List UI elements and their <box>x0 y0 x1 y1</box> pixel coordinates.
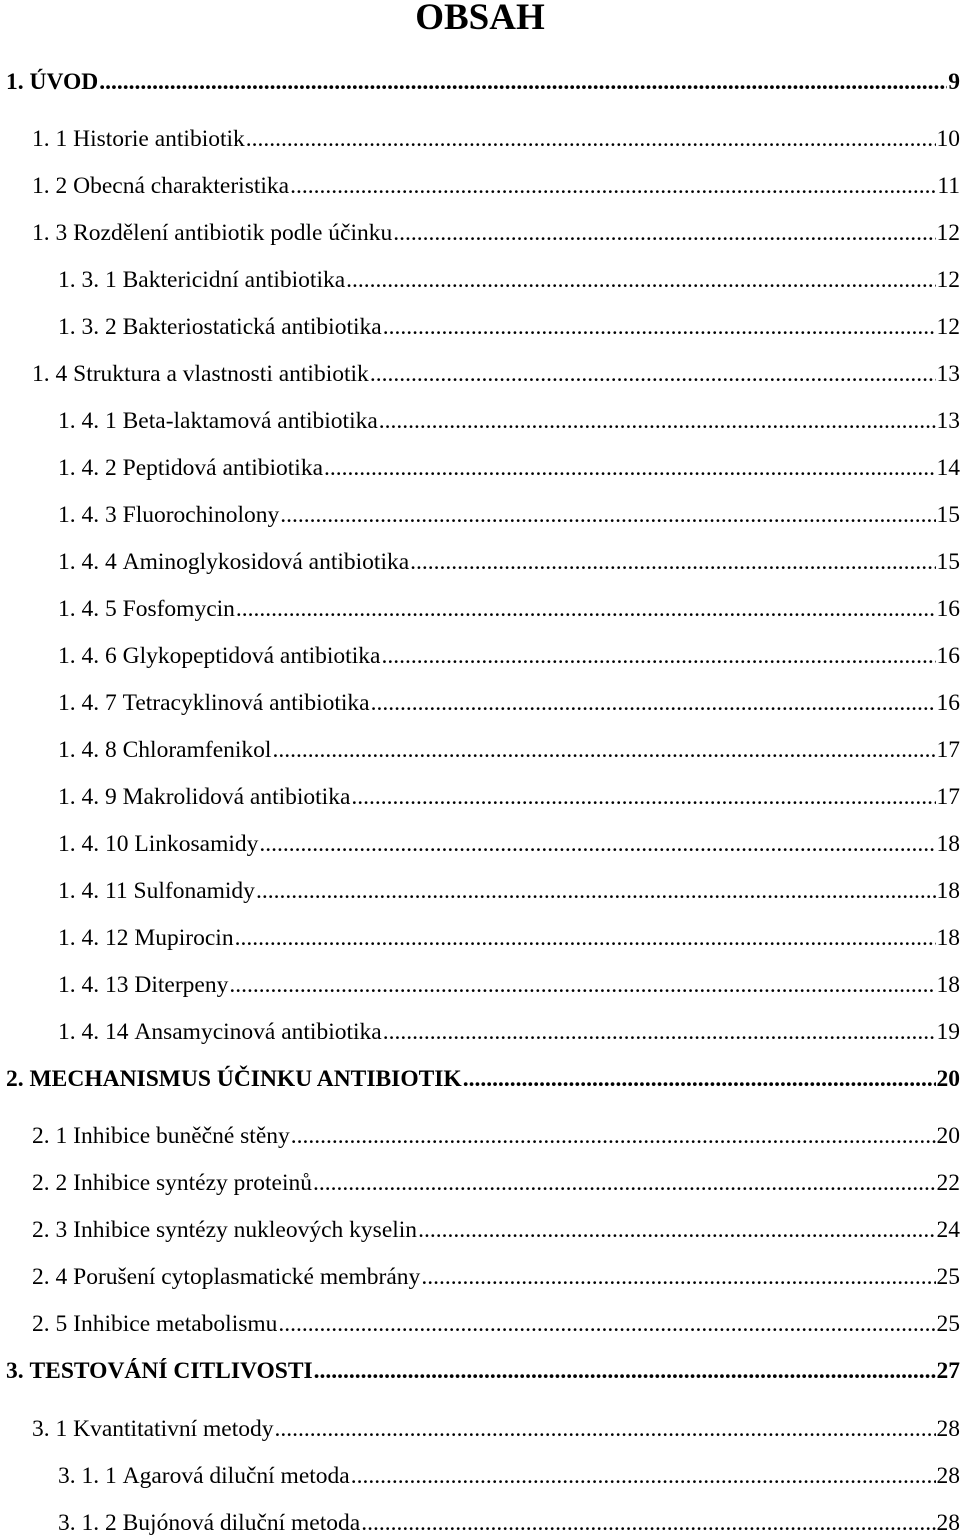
toc-entry-page: 25 <box>936 1311 960 1337</box>
toc-entry-number: 1. 4. 11 <box>58 878 128 904</box>
toc-entry-3-1[interactable] <box>32 1414 960 1444</box>
toc-entry-1-4-2[interactable] <box>58 453 960 483</box>
toc-entry-title: Linkosamidy <box>134 831 259 857</box>
toc-entry-number: 3. 1. 2 <box>58 1510 117 1536</box>
toc-entry-title: Makrolidová antibiotika <box>122 784 351 810</box>
toc-entry-number: 1. 3. 1 <box>58 267 117 293</box>
dot-leader <box>371 688 936 718</box>
dot-leader <box>351 1461 936 1491</box>
toc-entry-page: 12 <box>936 314 960 340</box>
dot-leader <box>418 1215 935 1245</box>
dot-leader <box>229 970 935 1000</box>
toc-entry-title: Inhibice buněčné stěny <box>73 1123 290 1149</box>
dot-leader <box>235 923 936 953</box>
toc-entry-page: 20 <box>936 1123 960 1149</box>
dot-leader <box>393 218 935 248</box>
toc-entry-title: Bakteriostatická antibiotika <box>122 314 382 340</box>
toc-entry-page: 28 <box>936 1510 960 1536</box>
dot-leader <box>381 641 935 671</box>
toc-entry-2-2[interactable] <box>32 1168 960 1198</box>
toc-entry-title: TESTOVÁNÍ CITLIVOSTI <box>29 1358 313 1384</box>
toc-entry-page: 17 <box>936 784 960 810</box>
dot-leader <box>379 406 936 436</box>
toc-entry-page: 10 <box>936 126 960 152</box>
toc-entry-page: 18 <box>936 925 960 951</box>
toc-entry-1-4-13[interactable] <box>58 970 960 1000</box>
toc-entry-page: 28 <box>936 1463 960 1489</box>
toc-entry-title: Glykopeptidová antibiotika <box>122 643 381 669</box>
dot-leader <box>370 359 936 389</box>
toc-entry-1-4[interactable] <box>32 359 960 389</box>
toc-entry-title: ÚVOD <box>29 69 99 95</box>
toc-entry-number: 1. 4. 1 <box>58 408 117 434</box>
toc-entry-number: 1. 4. 14 <box>58 1019 129 1045</box>
toc-entry-page: 28 <box>936 1416 960 1442</box>
toc-entry-title: Historie antibiotik <box>73 126 245 152</box>
toc-entry-number: 1. 4. 5 <box>58 596 117 622</box>
toc-entry-3-1-2[interactable] <box>58 1508 960 1538</box>
toc-entry-number: 1. 4. 4 <box>58 549 117 575</box>
toc-entry-title: Tetracyklinová antibiotika <box>122 690 370 716</box>
toc-entry-page: 16 <box>936 690 960 716</box>
dot-leader <box>278 1309 935 1339</box>
toc-entry-title: MECHANISMUS ÚČINKU ANTIBIOTIK <box>29 1066 462 1092</box>
toc-entry-2[interactable] <box>6 1064 960 1094</box>
toc-entry-1-4-14[interactable] <box>58 1017 960 1047</box>
dot-leader <box>272 735 935 765</box>
toc-entry-number: 1. 4. 12 <box>58 925 129 951</box>
toc-entry-number: 1. <box>6 69 24 95</box>
toc-entry-page: 25 <box>936 1264 960 1290</box>
toc-entry-page: 9 <box>948 69 960 95</box>
toc-entry-title: Peptidová antibiotika <box>122 455 323 481</box>
toc-entry-page: 19 <box>936 1019 960 1045</box>
toc-entry-number: 2. 4 <box>32 1264 68 1290</box>
dot-leader <box>256 876 936 906</box>
toc-entry-page: 15 <box>936 502 960 528</box>
dot-leader <box>313 1168 936 1198</box>
toc-entry-page: 16 <box>936 643 960 669</box>
toc-entry-number: 3. <box>6 1358 24 1384</box>
toc-entry-number: 1. 1 <box>32 126 68 152</box>
toc-entry-number: 1. 3 <box>32 220 68 246</box>
toc-entry-1-4-10[interactable] <box>58 829 960 859</box>
toc-entry-1[interactable] <box>6 67 960 97</box>
toc-entry-number: 1. 4. 10 <box>58 831 129 857</box>
dot-leader <box>346 265 935 295</box>
toc-entry-title: Chloramfenikol <box>122 737 272 763</box>
toc-entry-1-4-12[interactable] <box>58 923 960 953</box>
toc-entry-title: Inhibice syntézy nukleových kyselin <box>73 1217 418 1243</box>
toc-entry-number: 2. <box>6 1066 24 1092</box>
toc-entry-1-3-2[interactable] <box>58 312 960 342</box>
dot-leader <box>275 1414 936 1444</box>
toc-entry-number: 3. 1. 1 <box>58 1463 117 1489</box>
toc-entry-1-1[interactable] <box>32 124 960 154</box>
dot-leader <box>280 500 935 530</box>
dot-leader <box>246 124 936 154</box>
toc-entry-number: 1. 4. 6 <box>58 643 117 669</box>
toc-entry-title: Beta-laktamová antibiotika <box>122 408 378 434</box>
toc-entry-number: 1. 2 <box>32 173 68 199</box>
toc-entry-2-3[interactable] <box>32 1215 960 1245</box>
toc-entry-1-4-3[interactable] <box>58 500 960 530</box>
toc-entry-title: Rozdělení antibiotik podle účinku <box>73 220 393 246</box>
dot-leader <box>383 312 936 342</box>
dot-leader <box>314 1356 936 1386</box>
toc-entry-page: 27 <box>936 1358 960 1384</box>
toc-entry-title: Mupirocin <box>134 925 234 951</box>
toc-entry-page: 14 <box>936 455 960 481</box>
toc-entry-page: 12 <box>936 220 960 246</box>
dot-leader <box>351 782 935 812</box>
toc-entry-3[interactable] <box>6 1356 960 1386</box>
dot-leader <box>383 1017 936 1047</box>
toc-entry-number: 1. 4. 2 <box>58 455 117 481</box>
toc-entry-title: Baktericidní antibiotika <box>122 267 346 293</box>
toc-entry-1-4-9[interactable] <box>58 782 960 812</box>
dot-leader <box>99 67 947 97</box>
toc-entry-page: 12 <box>936 267 960 293</box>
toc-entry-1-4-11[interactable] <box>58 876 960 906</box>
toc-entry-1-4-4[interactable] <box>58 547 960 577</box>
toc-entry-number: 1. 4. 9 <box>58 784 117 810</box>
toc-entry-number: 2. 1 <box>32 1123 68 1149</box>
toc-entry-number: 2. 3 <box>32 1217 68 1243</box>
dot-leader <box>361 1508 935 1538</box>
toc-entry-title: Struktura a vlastnosti antibiotik <box>73 361 369 387</box>
toc-entry-title: Obecná charakteristika <box>73 173 290 199</box>
page-title: OBSAH <box>415 0 545 38</box>
toc-entry-title: Inhibice metabolismu <box>73 1311 278 1337</box>
toc-entry-title: Porušení cytoplasmatické membrány <box>73 1264 421 1290</box>
toc-entry-page: 22 <box>936 1170 960 1196</box>
toc-entry-title: Kvantitativní metody <box>73 1416 274 1442</box>
dot-leader <box>324 453 936 483</box>
toc-entry-number: 2. 2 <box>32 1170 68 1196</box>
toc-entry-1-4-1[interactable] <box>58 406 960 436</box>
toc-entry-page: 13 <box>936 408 960 434</box>
toc-entry-number: 1. 4 <box>32 361 68 387</box>
toc-entry-number: 1. 3. 2 <box>58 314 117 340</box>
toc-entry-number: 2. 5 <box>32 1311 68 1337</box>
toc-entry-1-4-7[interactable] <box>58 688 960 718</box>
dot-leader <box>236 594 936 624</box>
dot-leader <box>291 1121 936 1151</box>
toc-entry-page: 15 <box>936 549 960 575</box>
toc-entry-2-5[interactable] <box>32 1309 960 1339</box>
toc-entry-title: Diterpeny <box>134 972 229 998</box>
toc-entry-3-1-1[interactable] <box>58 1461 960 1491</box>
toc-entry-title: Sulfonamidy <box>133 878 255 904</box>
toc-entry-title: Agarová diluční metoda <box>122 1463 350 1489</box>
toc-entry-title: Inhibice syntézy proteinů <box>73 1170 312 1196</box>
toc-entry-2-4[interactable] <box>32 1262 960 1292</box>
toc-entry-title: Aminoglykosidová antibiotika <box>122 549 410 575</box>
dot-leader <box>259 829 935 859</box>
dot-leader <box>463 1064 936 1094</box>
toc-entry-page: 18 <box>936 878 960 904</box>
toc-entry-2-1[interactable] <box>32 1121 960 1151</box>
toc-entry-page: 13 <box>936 361 960 387</box>
toc-entry-page: 24 <box>936 1217 960 1243</box>
toc-entry-title: Fluorochinolony <box>122 502 280 528</box>
toc-entry-1-4-8[interactable] <box>58 735 960 765</box>
toc-entry-page: 18 <box>936 831 960 857</box>
toc-entry-number: 1. 4. 8 <box>58 737 117 763</box>
toc-entry-page: 18 <box>936 972 960 998</box>
toc-entry-page: 20 <box>936 1066 960 1092</box>
toc-entry-1-4-6[interactable] <box>58 641 960 671</box>
toc-entry-1-4-5[interactable] <box>58 594 960 624</box>
toc-entry-number: 1. 4. 7 <box>58 690 117 716</box>
dot-leader <box>290 171 936 201</box>
toc-entry-page: 17 <box>936 737 960 763</box>
toc-entry-title: Bujónová diluční metoda <box>122 1510 361 1536</box>
toc-entry-title: Ansamycinová antibiotika <box>134 1019 382 1045</box>
toc-entry-page: 11 <box>937 173 960 199</box>
toc-entry-number: 1. 4. 3 <box>58 502 117 528</box>
dot-leader <box>410 547 935 577</box>
toc-entry-number: 3. 1 <box>32 1416 68 1442</box>
toc-entry-1-3[interactable] <box>32 218 960 248</box>
toc-entry-page: 16 <box>936 596 960 622</box>
toc-entry-number: 1. 4. 13 <box>58 972 129 998</box>
toc-entry-1-2[interactable] <box>32 171 960 201</box>
toc-entry-title: Fosfomycin <box>122 596 235 622</box>
toc-entry-1-3-1[interactable] <box>58 265 960 295</box>
dot-leader <box>421 1262 935 1292</box>
